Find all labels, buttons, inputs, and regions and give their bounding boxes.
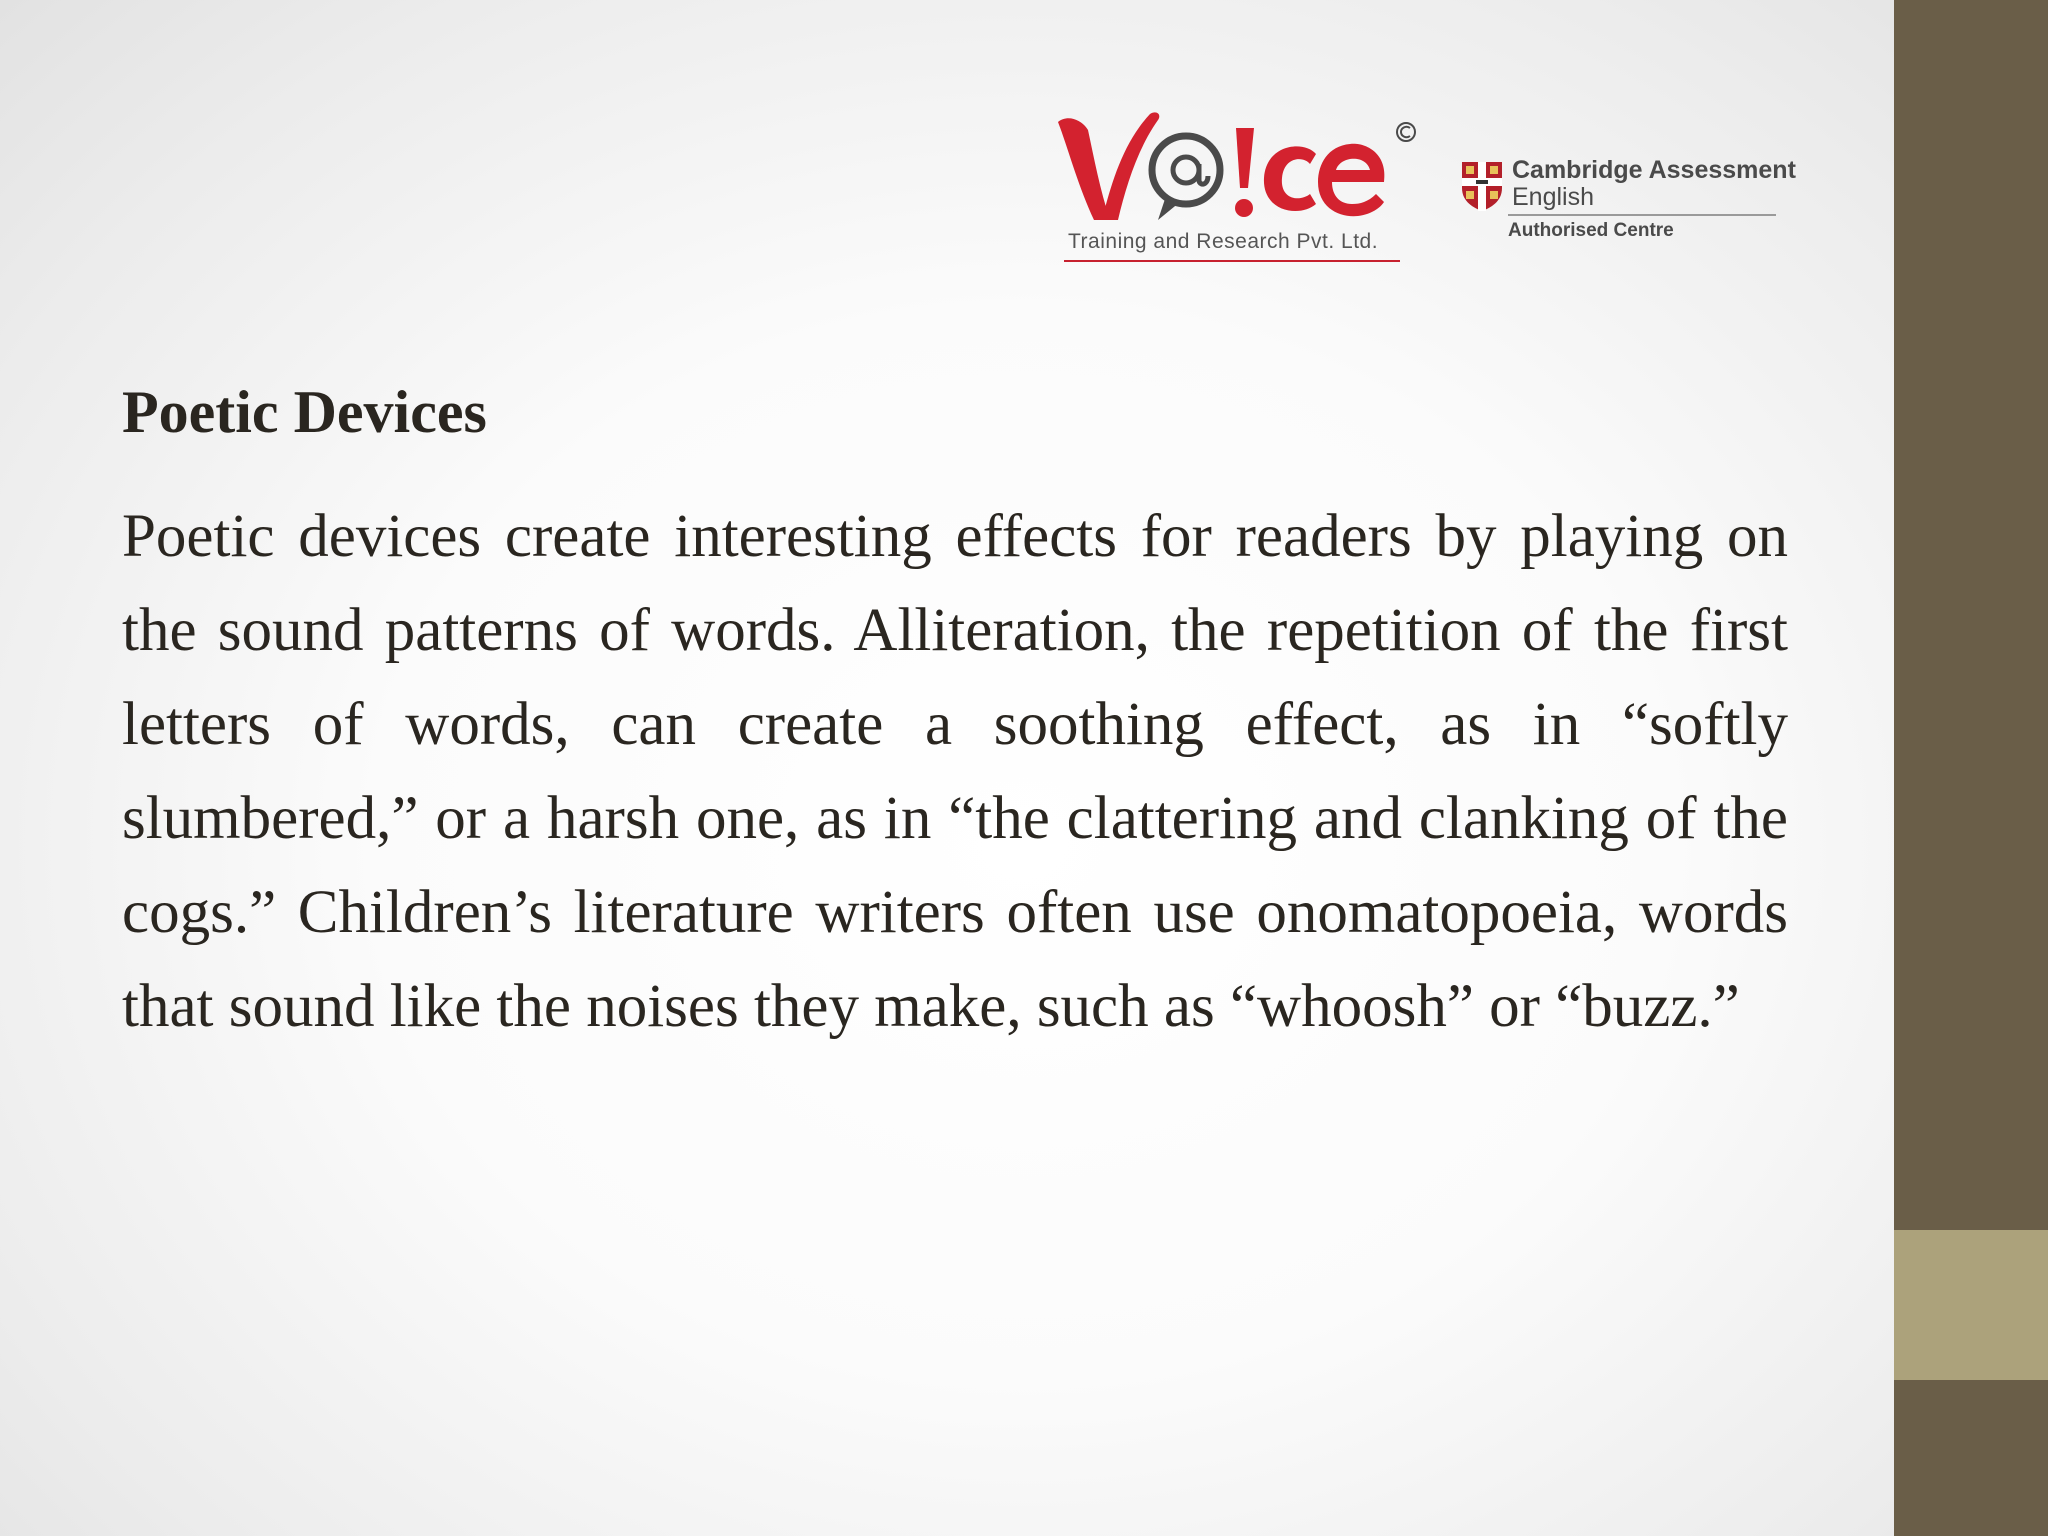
cambridge-logo xyxy=(1458,152,1796,252)
voice-logo xyxy=(1054,108,1424,268)
decorative-sidebar xyxy=(1894,0,2048,1536)
voice-tagline: Training and Research Pvt. Ltd. xyxy=(1068,230,1379,253)
cambridge-subtitle: English xyxy=(1512,183,1594,211)
slide-body-text: Poetic devices create interesting effects for readers by playing on the sound patterns of words. Alliteration, the repetition of the first letters of words, can create a soothing effect, as in “softly slumbered,” or a harsh one, as in “the clattering and clanking of the cogs.” Children’s literature writers often use onomatopoeia, words that sound like the noises they make, such as “whoosh” or “buzz.” xyxy=(122,503,1788,1040)
slide-heading: Poetic Devices xyxy=(122,379,487,445)
cambridge-authorised-label: Authorised Centre xyxy=(1508,220,1674,241)
voice-wordmark-icon xyxy=(1054,108,1424,228)
cambridge-shield-icon xyxy=(1460,160,1504,212)
voice-tagline-underline xyxy=(1064,260,1400,262)
sidebar-accent-block xyxy=(1894,1230,2048,1380)
cambridge-title: Cambridge Assessment xyxy=(1512,156,1796,184)
cambridge-divider xyxy=(1508,214,1776,216)
